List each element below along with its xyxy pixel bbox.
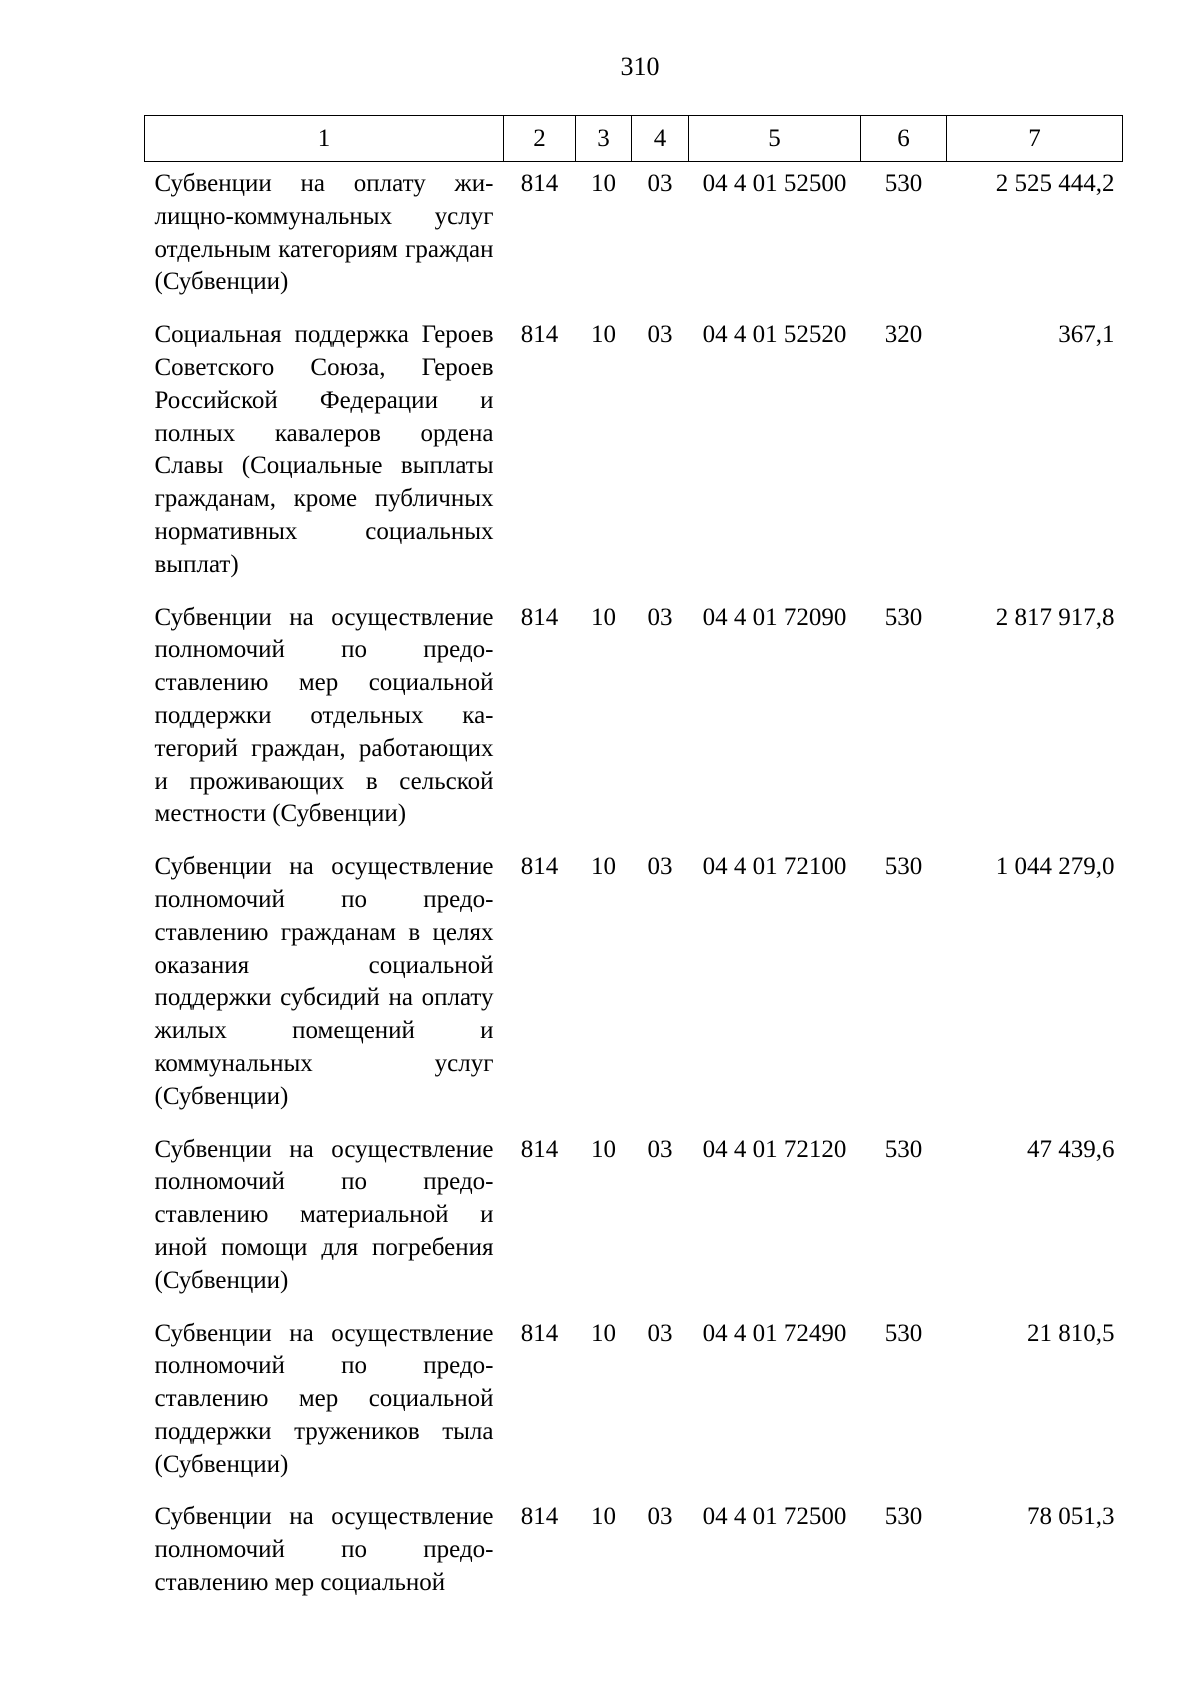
row-ministry-code: 814 <box>520 603 559 631</box>
row-target-article: 04 4 01 72500 <box>702 1503 847 1531</box>
row-ministry-code: 814 <box>520 1503 559 1531</box>
row-expense-type: 530 <box>884 1319 923 1347</box>
budget-table <box>144 115 1123 1612</box>
row-section: 10 <box>591 1503 616 1531</box>
header-cell-3: 3 <box>576 116 632 162</box>
table-row <box>145 311 1123 593</box>
row-subsection: 03 <box>647 1319 673 1347</box>
row-expense-type: 530 <box>884 1503 923 1531</box>
table-row <box>145 843 1123 1125</box>
row-subsection: 03 <box>647 603 673 631</box>
page-number-text: 310 <box>620 52 660 81</box>
row-amount: 47 439,6 <box>1027 1135 1115 1163</box>
header-cell-4: 4 <box>632 116 689 162</box>
row-subsection: 03 <box>647 1503 673 1531</box>
row-name: Субвенции на осуществление полномочий по предоставлению мер социальной <box>154 1503 494 1597</box>
row-target-article: 04 4 01 72120 <box>702 1135 847 1163</box>
row-expense-type: 530 <box>884 603 923 631</box>
row-ministry-code: 814 <box>520 1319 559 1347</box>
row-subsection: 03 <box>647 1135 673 1163</box>
table-body <box>145 162 1123 1612</box>
row-target-article: 04 4 01 52520 <box>702 321 847 349</box>
row-amount: 2 525 444,2 <box>995 170 1115 197</box>
row-section: 10 <box>591 603 616 631</box>
row-expense-type: 530 <box>884 170 923 197</box>
row-ministry-code: 814 <box>520 321 559 349</box>
row-target-article: 04 4 01 52500 <box>702 170 847 197</box>
row-name: Субвенции на осуществление полномочий по предоставлению мер социальной поддержки отдельных категорий граждан, работающих и проживающих в сельской местности (Субвенции) <box>154 603 494 828</box>
row-expense-type: 320 <box>884 321 923 349</box>
table-header <box>145 116 1123 162</box>
row-section: 10 <box>591 1135 616 1163</box>
row-amount: 78 051,3 <box>1027 1503 1115 1531</box>
row-section: 10 <box>591 321 616 349</box>
header-cell-1: 1 <box>145 116 504 162</box>
row-subsection: 03 <box>647 321 673 349</box>
table-row <box>145 594 1123 844</box>
row-amount: 367,1 <box>1058 321 1115 349</box>
row-target-article: 04 4 01 72100 <box>702 853 847 881</box>
header-cell-6: 6 <box>861 116 947 162</box>
row-section: 10 <box>591 1319 616 1347</box>
table-row <box>145 162 1123 312</box>
row-expense-type: 530 <box>884 1135 923 1163</box>
row-name: Субвенции на осуществление полномочий по предоставлению материальной и иной помощи для погребения (Субвенции) <box>154 1135 494 1294</box>
row-subsection: 03 <box>647 170 673 197</box>
row-name: Социальная поддержка Героев Советского Союза, Героев Российской Федерации и полных кавалеров ордена Славы (Социальные выплаты гражданам, кроме публичных нормативных социальных выплат) <box>154 321 494 578</box>
row-name: Субвенции на осуществление полномочий по предоставлению гражданам в целях оказания социальной поддержки субсидий на оплату жилых помещений и коммунальных услуг (Субвенции) <box>154 853 494 1110</box>
row-ministry-code: 814 <box>520 853 559 881</box>
row-section: 10 <box>591 170 616 197</box>
row-amount: 2 817 917,8 <box>995 603 1115 631</box>
header-cell-7: 7 <box>947 116 1123 162</box>
row-amount: 1 044 279,0 <box>995 853 1115 881</box>
row-section: 10 <box>591 853 616 881</box>
row-name: Субвенции на оплату жилищно-коммунальных услуг отдельным категориям граждан (Субвенции) <box>154 170 494 296</box>
row-ministry-code: 814 <box>520 1135 559 1163</box>
row-subsection: 03 <box>647 853 673 881</box>
header-cell-5: 5 <box>689 116 861 162</box>
row-name: Субвенции на осуществление полномочий по предоставлению мер социальной поддержки тружеников тыла (Субвенции) <box>154 1319 494 1478</box>
page-number <box>0 52 1200 82</box>
header-cell-2: 2 <box>504 116 576 162</box>
row-target-article: 04 4 01 72490 <box>702 1319 847 1347</box>
table-row <box>145 1310 1123 1494</box>
row-target-article: 04 4 01 72090 <box>702 603 847 631</box>
row-amount: 21 810,5 <box>1027 1319 1115 1347</box>
row-ministry-code: 814 <box>520 170 559 197</box>
table-row <box>145 1126 1123 1310</box>
row-expense-type: 530 <box>884 853 923 881</box>
header-row <box>145 116 1123 162</box>
table-row <box>145 1493 1123 1611</box>
